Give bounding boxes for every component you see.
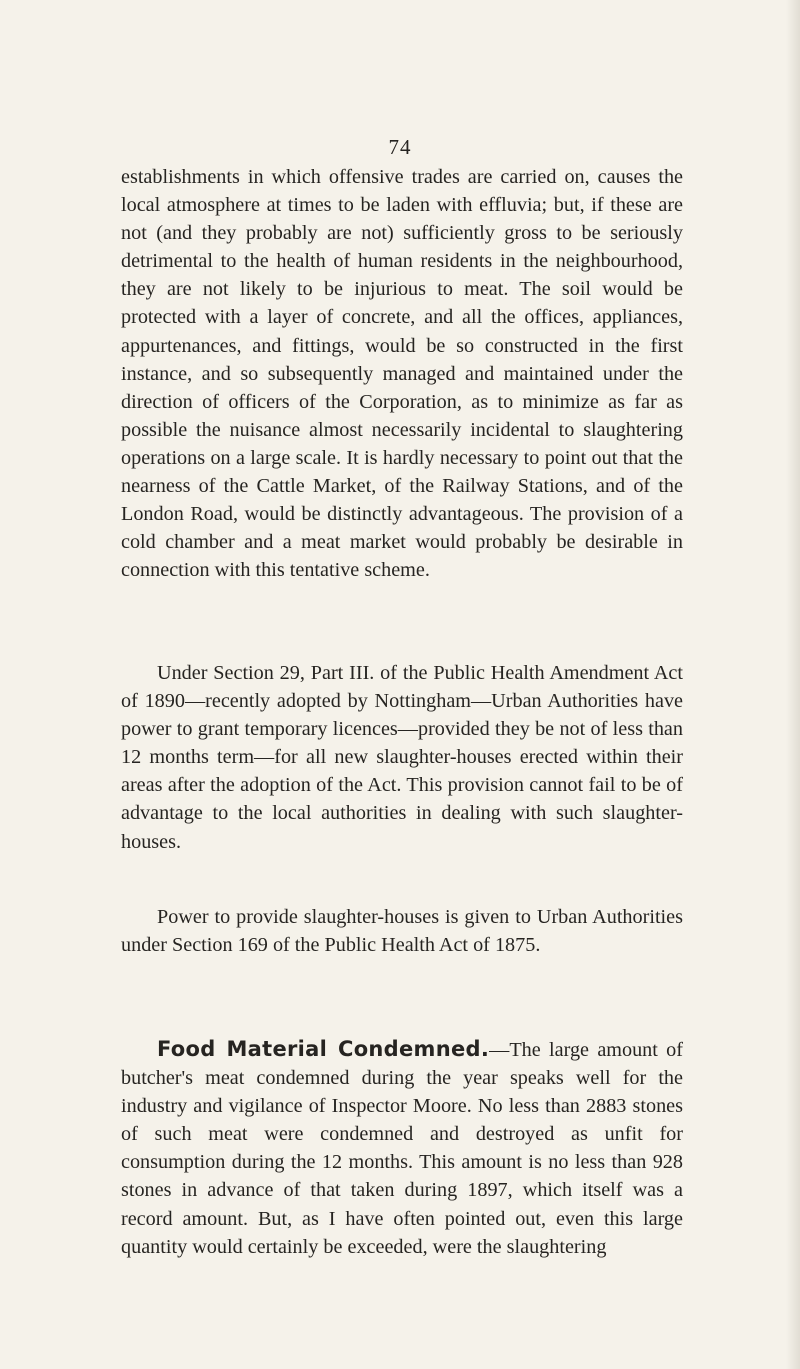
paragraph-power-to-provide: Power to provide slaughter-houses is given to Urban Authorities under Section 169 of the Public Health Act of 1875. xyxy=(121,906,683,957)
paragraph-slaughterhouse-site: establishments in which offensive trades are carried on, causes the local atmosphere at times to be laden with effluvia; but, if these are not (and they probably are not) sufficiently gross to be seriously detrimental to the health of human residents in the neighbourhood, they are not likely to be injurious to meat. The soil would be protected with a layer of concrete, and all the offices, appliances, appurtenances, and fittings, would be so constructed in the first instance, and so subsequently managed and maintained under the direction of officers of the Corporation, as to minimize as far as possible the nuisance almost necessarily incidental to slaughtering operations on a large scale. It is hardly necessary to point out that the nearness of the Cattle Market, of the Railway Stations, and of the London Road, would be distinctly advantageous. The provision of a cold chamber and a meat market would probably be desirable in connection with this tentative scheme. xyxy=(121,166,683,582)
page-number: 74 xyxy=(388,135,412,159)
paragraph-food-material-condemned xyxy=(121,1035,683,1261)
paragraph-body: —The large amount of butcher's meat condemned during the year speaks well for the industry and vigilance of Inspector Moore. No less than 2883 stones of such meat were condemned and destroyed as unfit for consumption during the 12 months. This amount is no less than 928 stones in advance of that taken during 1897, which itself was a record amount. But, as I have often pointed out, even this large quantity would certainly be exceeded, were the slaughtering xyxy=(121,1039,683,1258)
section-heading: Food Material Condemned. xyxy=(157,1037,490,1061)
paragraph-public-health-amendment-act: Under Section 29, Part III. of the Public Health Amendment Act of 1890—recently adopted by Nottingham—Urban Authorities have power to grant temporary licences—provided they be not of less than 12 months term—for all new slaughter-houses erected within their areas after the adoption of the Act. This provision cannot fail to be of advantage to the local authorities in dealing with such slaughter-houses. xyxy=(121,662,683,853)
page-edge-shadow xyxy=(786,0,800,1369)
